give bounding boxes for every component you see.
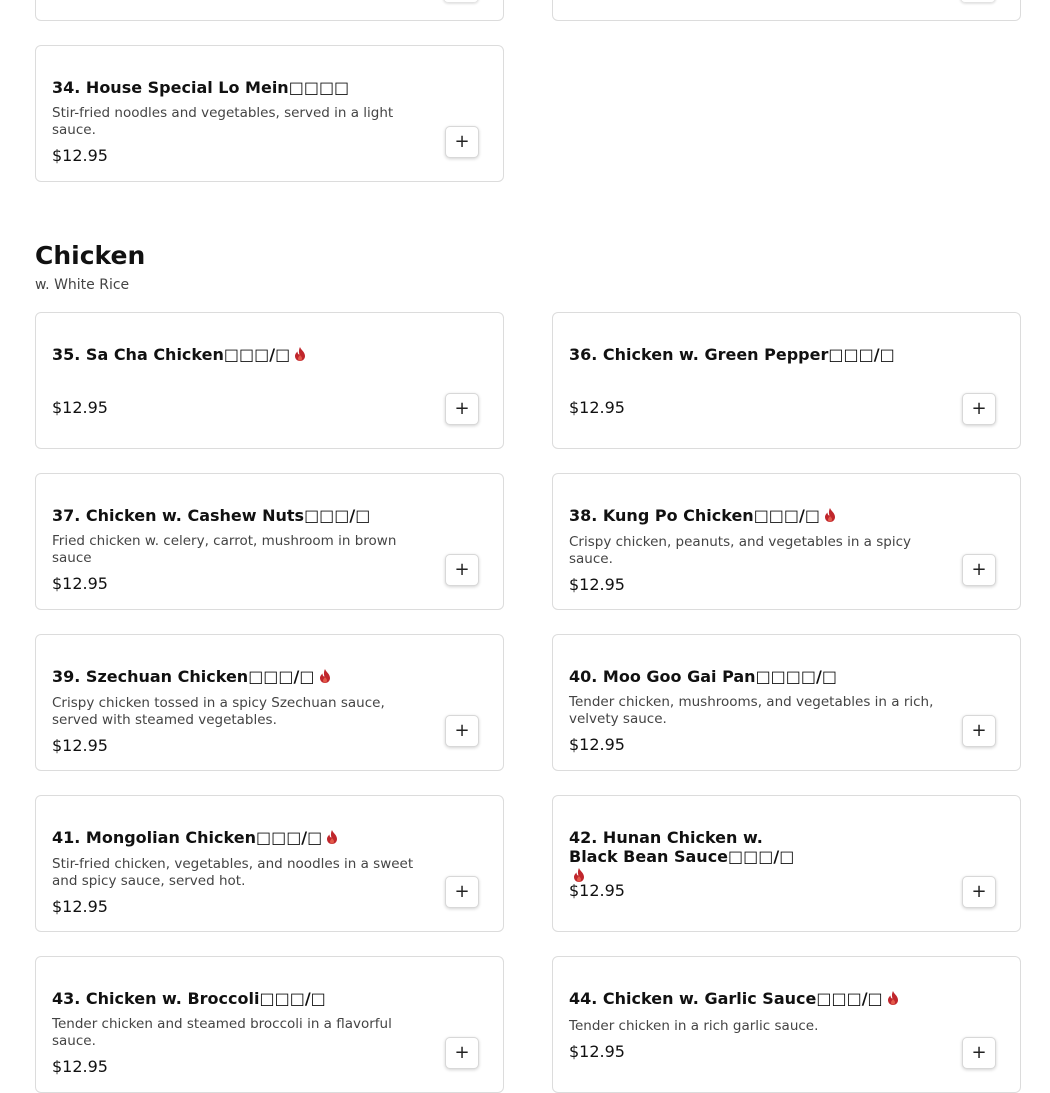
section-title: Chicken: [35, 241, 146, 270]
add-to-cart-button[interactable]: +: [962, 554, 996, 586]
add-to-cart-button[interactable]: +: [962, 876, 996, 908]
add-button-partial[interactable]: [960, 0, 996, 3]
item-chinese-name: □□□/□: [248, 667, 315, 686]
item-price: $12.95: [52, 1057, 108, 1076]
item-title: [569, 345, 969, 364]
spicy-flame-icon: [824, 508, 836, 522]
item-chinese-name: □□□□/□: [755, 667, 837, 686]
add-to-cart-button[interactable]: +: [962, 1037, 996, 1069]
menu-item-card-partial: [552, 0, 1021, 21]
item-title: [52, 828, 452, 847]
item-title: [52, 506, 452, 525]
item-title: [569, 828, 809, 885]
menu-item-card-partial: [35, 0, 504, 21]
item-description: Tender chicken, mushrooms, and vegetables in a rich, velvety sauce.: [569, 694, 934, 727]
item-chinese-name: □□□/□: [259, 989, 326, 1008]
menu-item-card[interactable]: [35, 45, 504, 182]
item-number: 40.: [569, 667, 598, 686]
item-number: 43.: [52, 989, 81, 1008]
section-subtitle: w. White Rice: [35, 277, 130, 293]
menu-item-card[interactable]: [552, 312, 1021, 449]
item-name: Kung Po Chicken: [602, 506, 754, 525]
item-chinese-name: □□□/□: [304, 506, 371, 525]
item-price: $12.95: [52, 574, 108, 593]
item-chinese-name: □□□/□: [753, 506, 820, 525]
item-price: $12.95: [52, 736, 108, 755]
add-to-cart-button[interactable]: +: [445, 554, 479, 586]
spicy-flame-icon: [573, 868, 585, 882]
menu-item-card[interactable]: [35, 634, 504, 771]
item-title: [52, 989, 452, 1008]
item-title: [52, 667, 452, 686]
item-description: Tender chicken and steamed broccoli in a flavorful sauce.: [52, 1016, 392, 1049]
item-chinese-name: □□□/□: [223, 345, 291, 364]
item-number: 37.: [52, 506, 81, 525]
add-to-cart-button[interactable]: +: [445, 876, 479, 908]
item-description: Crispy chicken tossed in a spicy Szechuan sauce, served with steamed vegetables.: [52, 695, 385, 728]
add-button-partial[interactable]: [443, 0, 479, 3]
item-description: Fried chicken w. celery, carrot, mushroom in brown sauce: [52, 533, 397, 566]
item-name: Chicken w. Garlic Sauce: [602, 989, 817, 1008]
item-number: 36.: [569, 345, 598, 364]
item-price: $12.95: [569, 1042, 625, 1061]
menu-item-card[interactable]: [35, 956, 504, 1093]
item-number: 38.: [569, 506, 598, 525]
item-description: Crispy chicken, peanuts, and vegetables in a spicy sauce.: [569, 534, 912, 567]
item-title: [52, 78, 452, 97]
item-price: $12.95: [569, 735, 625, 754]
item-name: Sa Cha Chicken: [85, 345, 224, 364]
menu-item-card[interactable]: [552, 473, 1021, 610]
item-name: Szechuan Chicken: [85, 667, 249, 686]
spicy-flame-icon: [887, 991, 899, 1005]
item-number: 44.: [569, 989, 598, 1008]
item-chinese-name: □□□□: [288, 78, 350, 97]
item-chinese-name: □□□/□: [828, 345, 895, 364]
menu-item-card[interactable]: [552, 634, 1021, 771]
add-to-cart-button[interactable]: +: [445, 126, 479, 158]
item-title: [569, 989, 969, 1008]
item-name: Chicken w. Cashew Nuts: [85, 506, 305, 525]
item-name: Chicken w. Broccoli: [85, 989, 260, 1008]
item-number: 42.: [569, 828, 598, 847]
item-title: [569, 506, 969, 525]
spicy-flame-icon: [319, 669, 331, 683]
menu-item-card[interactable]: [552, 795, 1021, 932]
add-to-cart-button[interactable]: +: [445, 715, 479, 747]
item-name: Chicken w. Green Pepper: [602, 345, 829, 364]
item-price: $12.95: [52, 146, 108, 165]
item-title: [569, 667, 969, 686]
menu-item-card[interactable]: [35, 473, 504, 610]
add-to-cart-button[interactable]: +: [962, 715, 996, 747]
menu-item-card[interactable]: [35, 795, 504, 932]
item-number: 35.: [52, 345, 81, 364]
item-price: $12.95: [52, 398, 108, 417]
item-description: Stir-fried chicken, vegetables, and noodles in a sweet and spicy sauce, served hot.: [52, 856, 414, 889]
item-name: Mongolian Chicken: [85, 828, 256, 847]
item-name: Hunan Chicken w. Black Bean Sauce: [569, 828, 763, 866]
item-chinese-name: □□□/□: [816, 989, 883, 1008]
menu-item-card[interactable]: [552, 956, 1021, 1093]
item-price: $12.95: [569, 575, 625, 594]
item-description: Tender chicken in a rich garlic sauce.: [569, 1018, 819, 1034]
add-to-cart-button[interactable]: +: [445, 1037, 479, 1069]
item-price: $12.95: [569, 398, 625, 417]
item-title: [52, 345, 452, 364]
spicy-flame-icon: [294, 347, 306, 361]
item-number: 34.: [52, 78, 81, 97]
item-number: 41.: [52, 828, 81, 847]
item-name: House Special Lo Mein: [85, 78, 289, 97]
spicy-flame-icon: [326, 830, 338, 844]
item-chinese-name: □□□/□: [255, 828, 323, 847]
item-chinese-name: □□□/□: [728, 847, 795, 866]
item-number: 39.: [52, 667, 81, 686]
add-to-cart-button[interactable]: +: [962, 393, 996, 425]
add-to-cart-button[interactable]: +: [445, 393, 479, 425]
item-description: Stir-fried noodles and vegetables, served in a light sauce.: [52, 105, 394, 138]
menu-item-card[interactable]: [35, 312, 504, 449]
item-price: $12.95: [569, 881, 625, 900]
item-price: $12.95: [52, 897, 108, 916]
item-name: Moo Goo Gai Pan: [602, 667, 756, 686]
